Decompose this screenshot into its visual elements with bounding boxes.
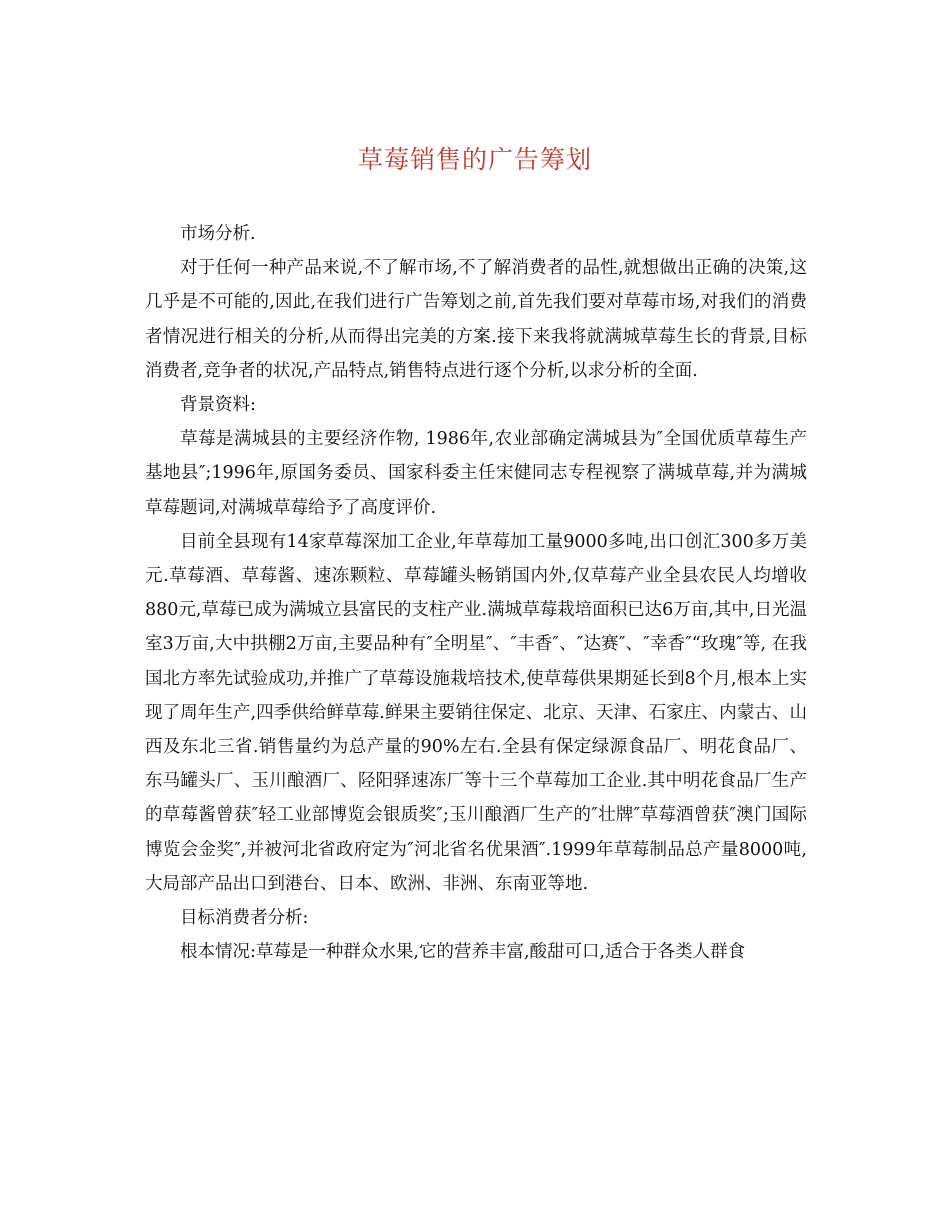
paragraph-basic-situation: 根本情况:草莓是一种群众水果,它的营养丰富,酸甜可口,适合于各类人群食 [180,942,746,963]
paragraph-market-analysis: 对于任何一种产品来说,不了解市场,不了解消费者的品性,就想做出正确的决策,这几乎是不可能的,因此,在我们进行广告筹划之前,首先我们要对草莓市场,对我们的消费者情况进行相关的分析,从而得出完美的方案.接下来我将就满城草莓生长的背景,目标消费者,竞争者的状况,产品特点,销售特点进行逐个分析,以求分析的全面. [145,258,807,381]
paragraph-background-1: 草莓是满城县的主要经济作物, 1986年,农业部确定满城县为″全国优质草莓生产基地县″;1996年,原国务委员、国家科委主任宋健同志专程视察了满城草莓,并为满城草莓题词,对满城草莓给予了高度评价. [145,429,807,518]
document-title: 草莓销售的广告筹划 [357,145,592,174]
paragraph-target-consumer-heading: 目标消费者分析: [180,908,309,929]
paragraph-market-analysis-heading: 市场分析. [180,224,256,244]
paragraph-background-2: 目前全县现有14家草莓深加工企业,年草莓加工量9000多吨,出口创汇300多万美元.草莓酒、草莓酱、速冻颗粒、草莓罐头畅销国内外,仅草莓产业全县农民人均增收880元,草莓已成为满城立县富民的支柱产业.满城草莓栽培面积已达6万亩,其中,日光温室3万亩,大中拱棚2万亩,主要品种有″全明星″、″丰香″、″达赛″、″幸香″“玫瑰″等, 在我国北方率先试验成功,并推广了草莓设施栽培技术,使草莓供果期延长到8个月,根本上实现了周年生产,四季供给鲜草莓.鲜果主要销往保定、北京、天津、石家庄、内蒙古、山西及东北三省.销售量约为总产量的90%左右.全县有保定绿源食品厂、明花食品厂、东马罐头厂、玉川酿酒厂、陉阳驿速冻厂等十三个草莓加工企业.其中明花食品厂生产的草莓酱曾获″轻工业部博览会银质奖″;玉川酿酒厂生产的″壮牌″草莓酒曾获″澳门国际博览会金奖″,并被河北省政府定为″河北省名优果酒″.1999年草莓制品总产量8000吨,大局部产品出口到港台、日本、欧洲、非洲、东南亚等地. [145,531,807,894]
document-body [145,217,807,969]
paragraph-background-heading: 背景资料: [180,395,256,416]
